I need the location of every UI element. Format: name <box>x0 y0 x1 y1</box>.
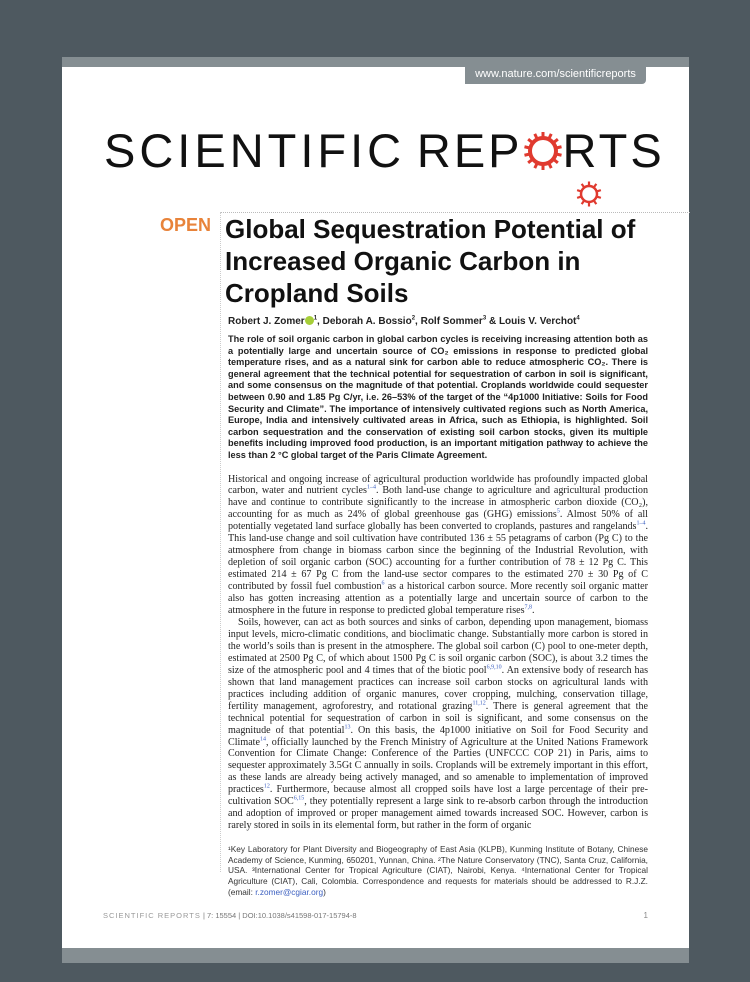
page-footer <box>103 911 357 920</box>
citation-link[interactable]: 5 <box>556 509 560 516</box>
body-text: . Almost 50% of all potentially vegetated land surface globally has been converted to croplands, pastures and rangelands <box>228 509 648 533</box>
body-paragraph <box>228 474 648 617</box>
citation-link[interactable]: 1–4 <box>636 520 646 527</box>
affiliation-marker: 4 <box>576 315 580 322</box>
logo-word-scientific: SCIENTIFIC <box>104 124 406 177</box>
affiliation-marker: 1 <box>313 315 318 322</box>
page-number: 1 <box>643 911 648 921</box>
gear-icon <box>523 131 563 171</box>
open-access-badge: OPEN <box>160 215 212 235</box>
body-text: . An extensive body of research has shown that land management practices can increase soil carbon stocks on agricultural lands with practices including addition of organic manures, cover cropping, mulching, conservation tillage, fertility management, agroforestry, and rotational grazing <box>228 664 648 712</box>
body-paragraph <box>228 617 648 832</box>
logo-word-reports: REP RTS <box>416 124 665 177</box>
body-text: as a historical carbon source. More recently soil organic matter also has gotten increasing attention as a potentially large and uncertain source of carbon to the atmosphere in the future in response to predicted global temperature rises <box>228 581 648 617</box>
orcid-icon[interactable] <box>305 316 314 325</box>
body-text: . This land-use change and soil cultivation have contributed 136 ± 55 petagrams of carbon (Pg C) to the atmosphere from change in biomass carbon since the beginning of the Industrial Revolution, with depletion of soil organic carbon (SOC) accounting for a further contribution of 78 ± 12 Pg C. This estimated 214 ± 67 Pg C from the land-use sector compares to the estimated 270 ± 30 Pg of C contributed by fossil fuel combustion <box>228 521 648 593</box>
small-gear-icon <box>576 181 602 207</box>
body-text: . Both land-use change to agriculture and agricultural production have and continue to contribute significantly to the increase in atmospheric carbon dioxide (CO₂), accounting for as much as 24% of global greenhouse gas (GHG) emissions <box>228 485 648 521</box>
affiliations-footnote: ¹Key Laboratory for Plant Diversity and Biogeography of East Asia (KLPB), Kunming Institute of Botany, Chinese Academy of Science, Kunming, 650201, Yunnan, China. ²The Nature Conservatory (TNC), Santa Cruz, California, USA. ³International Center for Tropical Agriculture (CIAT), Nairobi, Kenya. ⁴International Center for Tropical Agriculture (CIAT), Cali, Colombia. Correspondence and requests for materials should be addressed to R.J.Z. (email: r.zomer@cgiar.org) <box>228 844 648 897</box>
citation-link[interactable]: 12 <box>263 783 270 790</box>
citation-link[interactable]: 14 <box>259 736 266 743</box>
citation-link[interactable]: 6 <box>381 580 385 587</box>
abstract: The role of soil organic carbon in global carbon cycles is receiving increasing attention both as a potentially large and uncertain source of CO₂ emissions in response to predicted global temperature rises, and as a natural sink for carbon able to reduce atmospheric CO₂. There is general agreement that the technical potential for sequestration of carbon in soil is significant, and some consensus on the magnitude of that potential. Croplands worldwide could sequester between 0.90 and 1.85 Pg C/yr, i.e. 26–53% of the target of the “4p1000 Initiative: Soils for Food Security and Climate”. The importance of intensively cultivated regions such as North America, Europe, India and intensively cultivated areas in Africa, such as Ethiopia, is highlighted. Soil carbon sequestration and the conservation of existing soil carbon stocks, given its multiple benefits including improved food production, is an important mitigation pathway to achieve the less than 2 °C global target of the Paris Climate Agreement. <box>228 334 648 460</box>
affiliation-marker: 2 <box>411 315 416 322</box>
body-text: . On this basis, the 4p1000 initiative on Soil for Food Security and Climate <box>228 724 649 748</box>
article-page <box>62 57 689 963</box>
journal-logo <box>104 123 664 179</box>
citation-link[interactable]: 7,8 <box>524 604 533 611</box>
citation-link[interactable]: 6,9,10 <box>486 664 502 671</box>
body-text: Soils, however, can act as both sources and sinks of carbon, depending upon management, biomass input levels, micro-climatic conditions, and bioclimatic change. Substantially more carbon is stored in the world’s soils than is present in the atmosphere. The global soil carbon (C) pool to one-meter depth, estimated at 2500 Pg C, of which about 1500 Pg C is soil organic carbon (SOC), is about 3.2 times the size of the atmospheric pool and 4 times that of the biotic pool <box>228 616 648 676</box>
citation-link[interactable]: 6,15 <box>293 795 305 802</box>
author-name[interactable]: Robert J. Zomer <box>228 316 305 327</box>
body-text: Historical and ongoing increase of agricultural production worldwide has profoundly impacted global carbon, water and nutrient cycles <box>228 473 648 497</box>
body-text: , they potentially represent a large sink to re-absorb carbon through the introduction and adoption of improved or proper management aimed towards increased SOC. However, carbon is rarely stored in soils in its elemental form, but rather in the form of organic <box>228 796 648 832</box>
author-name[interactable]: Louis V. Verchot <box>498 316 577 327</box>
journal-url-link[interactable]: www.nature.com/scientificreports <box>465 64 646 84</box>
body-text: , officially launched by the French Ministry of Agriculture at the United Nations Framework Convention for Climate Change: Conference of the Parties (UNFCCC COP 21) in Paris, aims to sequester approximately 3.5Gt C annually in soils. Croplands will be extremely important in this effort, as these lands are already being actively managed, and so amenable to implementation of improved practices <box>228 736 648 796</box>
page-footer-row <box>103 897 648 948</box>
affiliation-marker: 3 <box>482 315 487 322</box>
article-title: Global Sequestration Potential of Increased Organic Carbon in Cropland Soils <box>225 214 636 308</box>
article-body <box>228 474 648 833</box>
citation-link[interactable]: 11,12 <box>472 700 486 707</box>
footer-journal: SCIENTIFIC REPORTS <box>103 911 201 921</box>
body-text: . There is general agreement that the technical potential for sequestration of carbon in soil is significant, and some consensus on the magnitude of that potential <box>228 700 648 736</box>
body-text: . <box>532 605 535 617</box>
footer-citation: | 7: 15554 | DOI:10.1038/s41598-017-15794-8 <box>200 911 357 921</box>
correspondence-email-link[interactable]: r.zomer@cgiar.org <box>255 886 324 897</box>
author-name[interactable]: Deborah A. Bossio <box>322 316 412 327</box>
author-list: Robert J. Zomer $^1$, Deborah A. Bossio$^2$, Rolf Sommer$^3$ & Louis V. Verchot$^4$ <box>228 315 580 327</box>
divider <box>220 212 690 213</box>
citation-link[interactable]: 13 <box>344 724 351 731</box>
author-name[interactable]: Rolf Sommer <box>420 316 483 327</box>
divider-vertical <box>220 212 221 872</box>
bottom-bar <box>62 948 689 963</box>
body-text: . Furthermore, because almost all cropped soils have lost a large percentage of their pre-cultivation SOC <box>228 784 648 808</box>
citation-link[interactable]: 1–4 <box>366 485 376 492</box>
